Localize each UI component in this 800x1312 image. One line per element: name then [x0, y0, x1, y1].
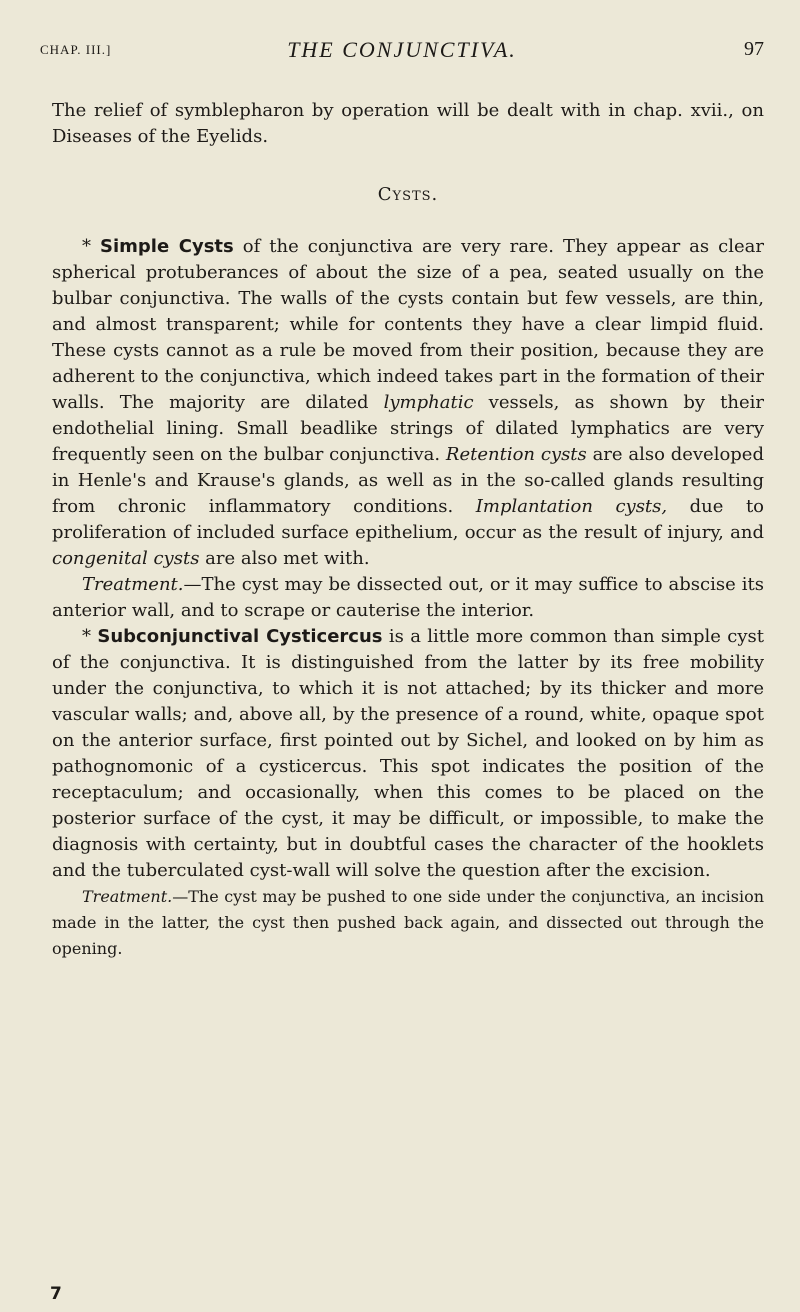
chapter-label: CHAP. III.]: [40, 42, 112, 57]
text-run: is a little more common than simple cyst of the conjunctiva. It is distinguished from the latter by its free mobility under the conjunctiva, to which it is not attached; by its thicker and more vascular walls; and, above all, by the presence of a round, white, opaque spot on the anterior surface, first pointed out by Sichel, and looked on by him as pathognomonic of a cysticercus. This spot indicates the position of the receptaculum; and occasionally, when this comes to be placed on the posterior surface of the cyst, it may be difficult, or impossible, to make the diagnosis with certainty, but in doubtful cases the character of the hooklets and the tuberculated cyst-wall will solve the question after the excision.: [52, 626, 764, 881]
section-heading-cysts: Cysts.: [377, 184, 439, 205]
paragraph-cysticercus: [52, 624, 764, 884]
signature-mark: 7: [50, 1284, 62, 1304]
paragraph-symblepharon: The relief of symblepharon by operation will be dealt with in chap. xvii., on Diseases of the Eyelids.: [52, 100, 764, 147]
emphasis-retention-cysts: Retention cysts: [445, 444, 587, 465]
text-run: due to proliferation of included surface epithelium, occur as the result of injury, and: [52, 496, 765, 543]
treatment-label: Treatment.: [82, 574, 184, 595]
running-header: [40, 34, 764, 66]
body-text: [52, 98, 764, 962]
text-run: —The cyst may be dissected out, or it may suffice to abscise its anterior wall, and to scrape or cauterise the interior.: [52, 574, 764, 621]
term-subconjunctival-cysticercus: Subconjunctival Cysticercus: [97, 626, 383, 647]
paragraph-treatment-cysticercus: [52, 884, 764, 962]
asterisk-marker: *: [82, 626, 98, 647]
running-title: THE CONJUNCTIVA.: [287, 37, 517, 62]
asterisk-marker: *: [82, 236, 101, 257]
paragraph-treatment-cysts: [52, 572, 764, 624]
text-run: —The cyst may be pushed to one side under the conjunctiva, an incision made in the latter, the cyst then pushed back again, and dissected out through the opening.: [52, 887, 764, 958]
text-run: vessels, as shown by their endothelial lining. Small beadlike strings of dilated lymphatics are very frequently seen on the bulbar conjunctiva.: [52, 392, 764, 465]
emphasis-lymphatic: lymphatic: [383, 392, 474, 413]
paragraph-simple-cysts: [52, 234, 764, 572]
text-run: of the conjunctiva are very rare. They appear as clear spherical protuberances of about the size of a pea, seated usually on the bulbar conjunctiva. The walls of the cysts contain but few vessels, are thin, and almost transparent; while for contents they have a clear limpid fluid. These cysts cannot as a rule be moved from their position, because they are adherent to the conjunctiva, which indeed takes part in the formation of their walls. The majority are dilated: [52, 236, 764, 413]
emphasis-congenital-cysts: congenital cysts: [52, 548, 200, 569]
page-number: 97: [744, 38, 764, 60]
term-simple-cysts: Simple Cysts: [100, 236, 234, 257]
text-run: are also developed in Henle's and Krause's glands, as well as in the so-called glands resulting from chronic inflammatory conditions.: [52, 444, 764, 517]
emphasis-implantation-cysts: Implantation cysts,: [475, 496, 668, 517]
treatment-label: Treatment.: [82, 887, 173, 906]
text-run: are also met with.: [199, 548, 370, 569]
